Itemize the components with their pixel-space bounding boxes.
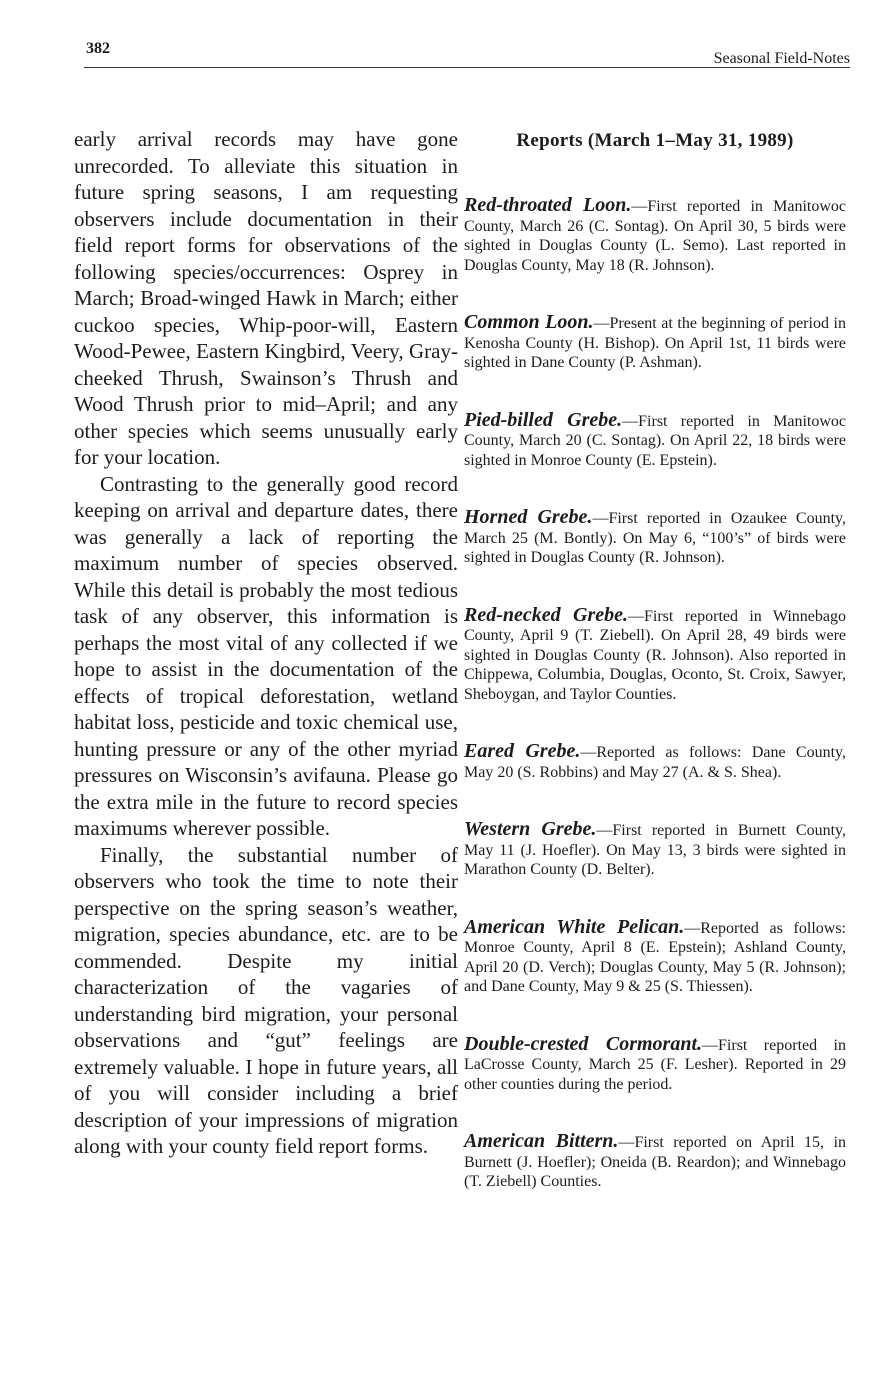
reports-heading: Reports (March 1–May 31, 1989) <box>516 130 794 151</box>
species-name: American White Pelican. <box>464 915 685 938</box>
species-report: —First reported in Burnett County, May 11 (J. Hoefler). On May 13, 3 birds were sighted in Marathon County (D. Belter). <box>464 822 846 878</box>
right-column <box>464 130 846 1192</box>
page-number: 382 <box>86 40 110 57</box>
species-name: Red-throated Loon. <box>464 194 632 216</box>
species-entry <box>464 1032 847 1095</box>
species-entry <box>464 313 846 373</box>
running-head: Seasonal Field-Notes <box>713 50 850 67</box>
species-entry <box>464 820 846 880</box>
species-entry <box>464 196 846 275</box>
species-name: Western Grebe. <box>464 818 597 840</box>
species-report: —Present at the beginning of period in Kenosha County (H. Bishop). On April 1st, 11 birds were sighted in Dane County (P. Ashman). <box>464 315 846 371</box>
species-name: Horned Grebe. <box>464 506 593 528</box>
species-report: —First reported in Manitowoc County, March 20 (C. Sontag). On April 22, 18 birds were sighted in Monroe County (E. Epstein). <box>464 412 846 469</box>
body-paragraph: early arrival records may have gone unrecorded. To alleviate this situation in future spring seasons, I am requesting observers include documentation in their field report forms for observations of the following species/occurrences: Osprey in March; Broad-winged Hawk in March; either cuckoo species, Whip-poor-will, Eastern Wood-Pewee, Eastern Kingbird, Veery, Gray-cheeked Thrush, Swainson’s Thrush and Wood Thrush prior to mid–April; and any other species which seems unusually early for your location. <box>74 127 458 469</box>
species-entry <box>464 915 846 997</box>
species-name: American Bittern. <box>464 1130 619 1152</box>
species-name: Red-necked Grebe. <box>464 603 628 626</box>
species-report: —First reported in Winnebago County, April 9 (T. Ziebell). On April 28, 49 birds were sighted in Douglas County (R. Johnson). Also reported in Chippewa, Columbia, Douglas, Oconto, St. Croix, Sawyer, Sheboygan, and Taylor Counties. <box>464 607 846 703</box>
species-report: —First reported in LaCrosse County, March 25 (F. Lesher). Reported in 29 other counties during the period. <box>464 1036 847 1093</box>
species-name: Eared Grebe. <box>464 740 581 762</box>
body-paragraph: Contrasting to the generally good record keeping on arrival and departure dates, there was generally a lack of reporting the maximum number of species observed. While this detail is probably the most tedious task of any observer, this information is perhaps the most vital of any collected if we hope to assist in the documentation of the effects of tropical deforestation, wetland habitat loss, pesticide and toxic chemical use, hunting pressure or any of the other myriad pressures on Wisconsin’s avifauna. Please go the extra mile in the future to record species maximums wherever possible. <box>74 471 458 840</box>
species-report: —First reported in Manitowoc County, March 26 (C. Sontag). On April 30, 5 birds were sighted in Douglas County (L. Semo). Last reported in Douglas County, May 18 (R. Johnson). <box>464 198 846 274</box>
species-entry <box>464 742 846 782</box>
species-name: Common Loon. <box>464 311 594 333</box>
header-rule <box>84 67 850 68</box>
left-column <box>74 126 458 1160</box>
species-entry <box>464 408 846 471</box>
species-entry <box>464 508 846 568</box>
species-entry <box>464 1132 846 1192</box>
species-entry <box>464 603 846 705</box>
species-name: Pied-billed Grebe. <box>464 408 623 431</box>
species-report: —Reported as follows: Dane County, May 20 (S. Robbins) and May 27 (A. & S. Shea). <box>464 744 847 781</box>
species-report: —First reported on April 15, in Burnett (J. Hoefler); Oneida (B. Reardon); and Winnebago (T. Ziebell) Counties. <box>464 1134 847 1190</box>
species-report: —First reported in Ozaukee County, March 25 (M. Bontly). On May 6, “100’s” of birds were sighted in Douglas County (R. Johnson). <box>464 510 846 566</box>
body-paragraph: Finally, the substantial number of observers who took the time to note their perspective on the spring season’s weather, migration, species abundance, etc. are to be commended. Despite my initial characterization of the vagaries of understanding bird migration, your personal observations and “gut” feelings are extremely valuable. I hope in future years, all of you will consider including a brief description of your impressions of migration along with your county field report forms. <box>74 842 458 1158</box>
species-name: Double-crested Cormorant. <box>464 1032 703 1055</box>
species-report: —Reported as follows: Monroe County, April 8 (E. Epstein); Ashland County, April 20 (D. Verch); Douglas County, May 5 (R. Johnson); and Dane County, May 9 & 25 (S. Thiessen). <box>464 919 846 995</box>
